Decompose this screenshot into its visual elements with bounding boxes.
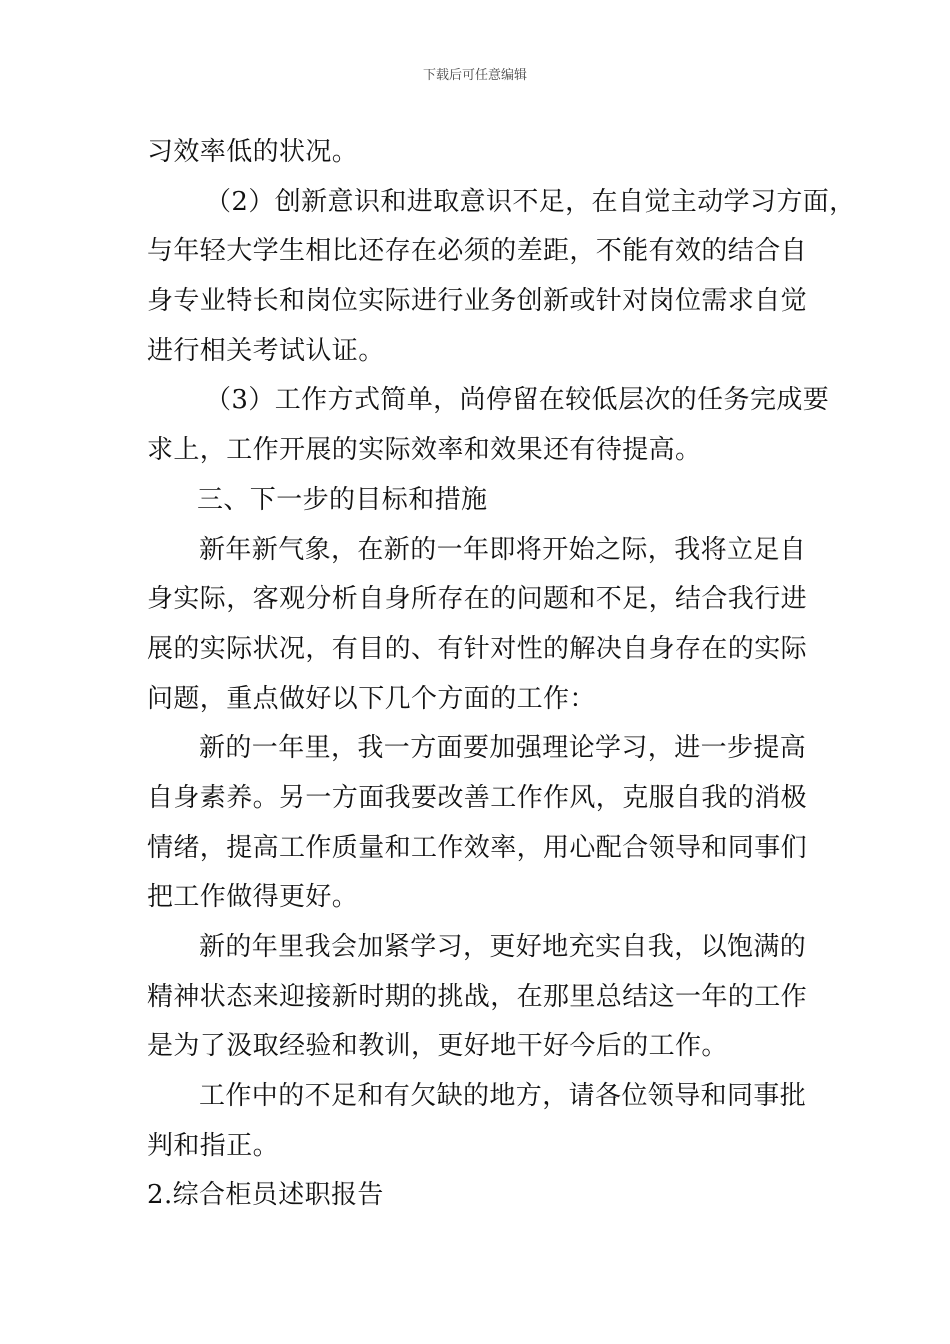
- text-line: 求上，工作开展的实际效率和效果还有待提高。: [147, 435, 702, 466]
- text-line: （2）创新意识和进取意识不足，在自觉主动学习方面，: [205, 186, 856, 217]
- section-heading: 三、下一步的目标和措施: [197, 484, 488, 515]
- text-line: 身实际，客观分析自身所存在的问题和不足，结合我行进: [147, 584, 808, 615]
- text-line: 与年轻大学生相比还存在必须的差距，不能有效的结合自: [147, 236, 808, 267]
- text-line: 工作中的不足和有欠缺的地方，请各位领导和同事批: [199, 1081, 807, 1112]
- text-line: 身专业特长和岗位实际进行业务创新或针对岗位需求自觉: [147, 286, 808, 317]
- text-line: 新的一年里，我一方面要加强理论学习，进一步提高: [199, 733, 807, 764]
- text-line: （3）工作方式简单，尚停留在较低层次的任务完成要: [205, 385, 830, 416]
- text-line: 把工作做得更好。: [147, 882, 359, 913]
- section-title: 2.综合柜员述职报告: [147, 1180, 384, 1211]
- page-header: 下载后可任意编辑: [422, 68, 527, 83]
- text-line: 精神状态来迎接新时期的挑战，在那里总结这一年的工作: [147, 981, 808, 1012]
- text-line: 习效率低的状况。: [147, 137, 359, 167]
- text-line: 新的年里我会加紧学习，更好地充实自我，以饱满的: [199, 932, 807, 962]
- text-line: 展的实际状况，有目的、有针对性的解决自身存在的实际: [147, 633, 808, 664]
- text-line: 新年新气象，在新的一年即将开始之际，我将立足自: [199, 534, 807, 565]
- text-line: 是为了汲取经验和教训，更好地干好今后的工作。: [147, 1031, 728, 1062]
- text-line: 进行相关考试认证。: [147, 335, 385, 366]
- text-line: 情绪，提高工作质量和工作效率，用心配合领导和同事们: [147, 832, 808, 863]
- text-line: 自身素养。另一方面我要改善工作作风，克服自我的消极: [147, 782, 808, 813]
- text-line: 判和指正。: [147, 1130, 280, 1161]
- text-line: 问题，重点做好以下几个方面的工作：: [147, 683, 596, 714]
- document-body: [147, 128, 856, 1221]
